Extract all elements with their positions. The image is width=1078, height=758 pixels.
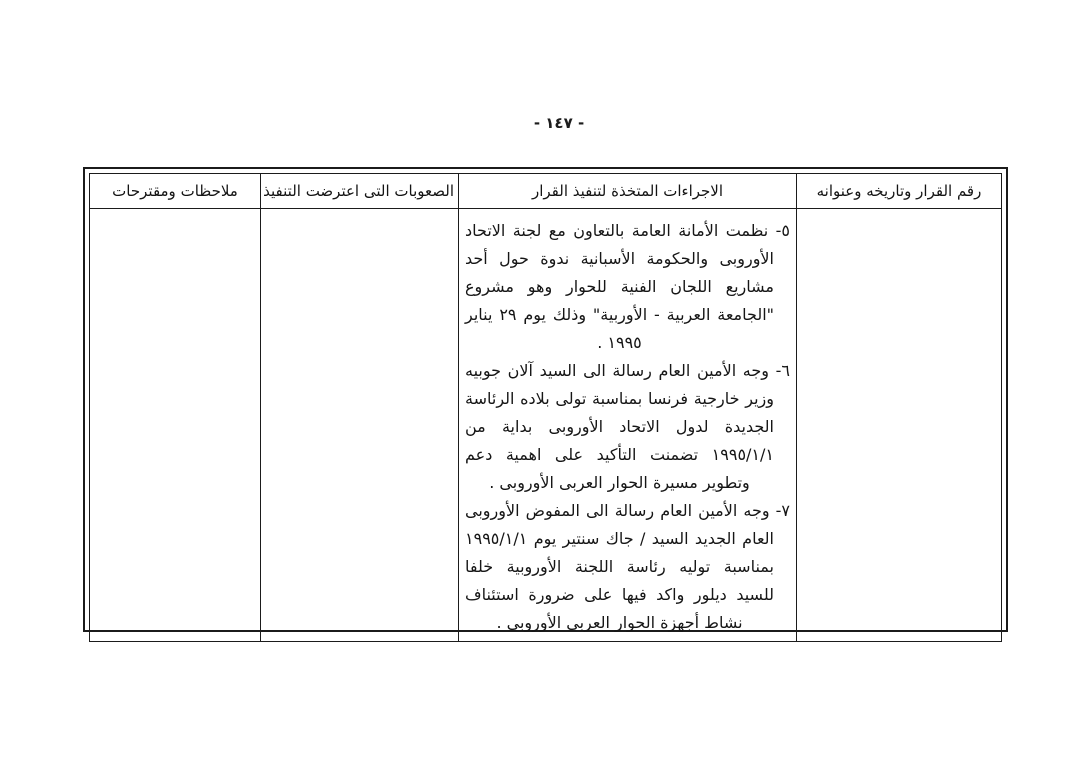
decisions-table-frame — [83, 167, 1008, 632]
decisions-table — [89, 173, 1002, 642]
action-paragraph-5: ٥- نظمت الأمانة العامة بالتعاون مع لجنة الاتحاد الأوروبى والحكومة الأسبانية ندوة حول أحد مشاريع اللجان الفنية للحوار وهو مشروع "الجامعة العربية - الأوربية" وذلك يوم ٢٩ يناير ١٩٩٥ . — [465, 221, 790, 352]
table-body-row — [90, 209, 1002, 642]
difficulties-cell — [261, 209, 459, 642]
header-cell-difficulties: الصعوبات التى اعترضت التنفيذ — [261, 174, 459, 209]
header-cell-notes-suggestions: ملاحظات ومقترحات — [90, 174, 261, 209]
page-number: - ١٤٧ - — [533, 114, 585, 132]
table-header-row — [90, 174, 1002, 209]
decision-number-cell — [797, 209, 1002, 642]
header-cell-actions-taken: الاجراءات المتخذة لتنفيذ القرار — [459, 174, 797, 209]
action-paragraph-6: ٦- وجه الأمين العام رسالة الى السيد آلان جوبيه وزير خارجية فرنسا بمناسبة تولى بلاده الرئاسة الجديدة لدول الاتحاد الأوروبى بداية من ١٩٩٥/١/١ تضمنت التأكيد على اهمية دعم وتطوير مسيرة الحوار العربى الأوروبى . — [465, 361, 790, 492]
header-cell-decision-number: رقم القرار وتاريخه وعنوانه — [797, 174, 1002, 209]
action-paragraph-7: ٧- وجه الأمين العام رسالة الى المفوض الأوروبى العام الجديد السيد / جاك سنتير يوم ١٩٩٥/١/١ بمناسبة توليه رئاسة اللجنة الأوروبية خلفا للسيد ديلور واكد فيها على ضرورة استئناف نشاط أجهزة الحوار العربى الأوروبى . — [465, 501, 790, 632]
actions-taken-cell — [459, 209, 797, 642]
notes-suggestions-cell — [90, 209, 261, 642]
